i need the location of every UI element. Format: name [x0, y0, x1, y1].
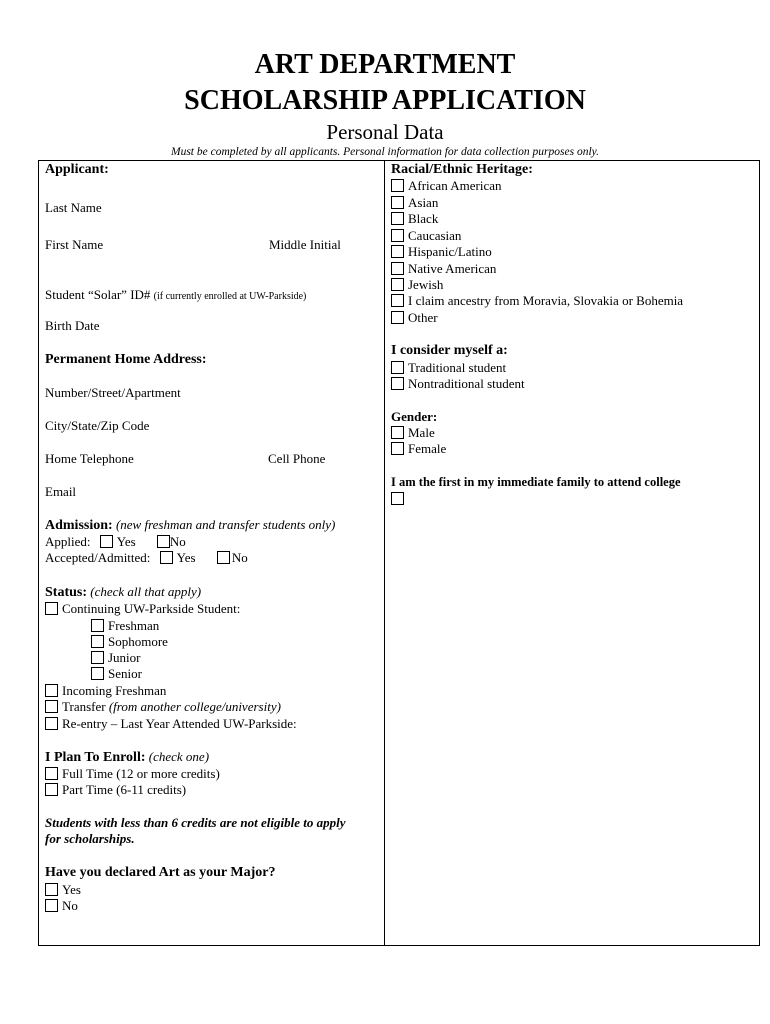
- nontraditional-label: Nontraditional student: [408, 376, 525, 391]
- student-id-note: (if currently enrolled at UW-Parkside): [153, 291, 307, 302]
- heritage-label: Hispanic/Latino: [408, 244, 492, 259]
- freshman-checkbox[interactable]: [91, 619, 104, 632]
- accepted-no-checkbox[interactable]: [217, 551, 230, 564]
- junior-checkbox[interactable]: [91, 651, 104, 664]
- status-reentry: [45, 716, 297, 732]
- heritage-checkbox[interactable]: [391, 262, 404, 275]
- transfer-note: (from another college/university): [108, 699, 281, 714]
- part-time-label: Part Time (6-11 credits): [62, 782, 187, 797]
- status-heading: Status:: [45, 585, 88, 600]
- home-phone-label: Home Telephone: [45, 451, 134, 466]
- title-line-2: SCHOLARSHIP APPLICATION: [184, 85, 586, 116]
- heritage-checkbox[interactable]: [391, 311, 404, 324]
- title-line-1: ART DEPARTMENT: [254, 49, 516, 80]
- female-option: [391, 441, 446, 457]
- first-gen-checkbox[interactable]: [391, 492, 404, 505]
- major-no-checkbox[interactable]: [45, 899, 58, 912]
- traditional-label: Traditional student: [408, 360, 507, 375]
- status-note: (check all that apply): [90, 584, 202, 599]
- heritage-option: [391, 211, 438, 227]
- enroll-part-time: [45, 782, 186, 798]
- heritage-label: I claim ancestry from Moravia, Slovakia or Bohemia: [408, 293, 684, 308]
- applied-no-checkbox[interactable]: [157, 535, 170, 548]
- admission-note: (new freshman and transfer students only): [115, 517, 336, 532]
- column-divider: [384, 160, 385, 946]
- senior-label: Senior: [108, 666, 142, 681]
- accepted-no-label: No: [231, 550, 248, 565]
- status-continuing: [45, 601, 240, 617]
- applied-row: [45, 534, 186, 550]
- email-label: Email: [45, 484, 77, 499]
- first-name-label: First Name: [45, 237, 104, 252]
- collection-note: Must be completed by all applicants. Personal information for data collection purposes only.: [170, 146, 599, 158]
- heritage-option: [391, 244, 492, 260]
- admission-heading: Admission:: [45, 518, 113, 533]
- female-checkbox[interactable]: [391, 442, 404, 455]
- eligibility-warning-line-2: for scholarships.: [45, 831, 135, 846]
- accepted-label: Accepted/Admitted:: [45, 550, 151, 565]
- major-yes-checkbox[interactable]: [45, 883, 58, 896]
- accepted-row: [45, 550, 248, 566]
- applied-yes-label: Yes: [116, 534, 136, 549]
- consider-heading: I consider myself a:: [391, 343, 508, 358]
- heritage-option: [391, 277, 443, 293]
- status-incoming: [45, 683, 166, 699]
- traditional-checkbox[interactable]: [391, 361, 404, 374]
- heritage-label: Other: [408, 309, 438, 325]
- heritage-checkbox[interactable]: [391, 245, 404, 258]
- heritage-label: Native American: [408, 260, 497, 276]
- last-name-label: Last Name: [45, 200, 102, 215]
- part-time-checkbox[interactable]: [45, 783, 58, 796]
- heritage-label: Caucasian: [408, 227, 462, 243]
- enroll-heading: I Plan To Enroll:: [45, 750, 146, 765]
- cell-phone-label: Cell Phone: [268, 451, 326, 466]
- enroll-note: (check one): [148, 749, 210, 764]
- status-junior: [91, 650, 141, 666]
- street-label: Number/Street/Apartment: [45, 385, 181, 400]
- heritage-label: Jewish: [408, 277, 444, 292]
- reentry-label: Re-entry – Last Year Attended UW-Parkside:: [62, 716, 297, 731]
- status-sophomore: [91, 634, 168, 650]
- student-id-text: Student “Solar” ID#: [45, 287, 151, 302]
- full-time-checkbox[interactable]: [45, 767, 58, 780]
- freshman-label: Freshman: [108, 618, 160, 633]
- heritage-option: [391, 178, 501, 194]
- heritage-label: African American: [408, 178, 502, 193]
- birth-date-label: Birth Date: [45, 318, 100, 333]
- address-heading: Permanent Home Address:: [45, 352, 207, 367]
- heritage-option: [391, 195, 438, 211]
- status-senior: [91, 666, 142, 682]
- heritage-label: Black: [408, 211, 439, 226]
- major-yes-label: Yes: [62, 882, 81, 897]
- incoming-checkbox[interactable]: [45, 684, 58, 697]
- nontraditional-option: [391, 376, 525, 392]
- accepted-yes-label: Yes: [176, 550, 196, 565]
- major-question: Have you declared Art as your Major?: [45, 865, 276, 880]
- applied-yes-checkbox[interactable]: [100, 535, 113, 548]
- status-row: [45, 584, 201, 601]
- student-id-label: [45, 287, 306, 305]
- major-no-label: No: [62, 898, 78, 913]
- reentry-checkbox[interactable]: [45, 717, 58, 730]
- nontraditional-checkbox[interactable]: [391, 377, 404, 390]
- major-no: [45, 898, 78, 914]
- female-label: Female: [408, 441, 447, 456]
- male-checkbox[interactable]: [391, 426, 404, 439]
- accepted-yes-checkbox[interactable]: [160, 551, 173, 564]
- sophomore-checkbox[interactable]: [91, 635, 104, 648]
- male-label: Male: [408, 425, 435, 440]
- heritage-option: [391, 310, 438, 326]
- admission-row: [45, 517, 335, 534]
- first-gen-option: [391, 491, 408, 507]
- full-time-label: Full Time (12 or more credits): [62, 766, 220, 781]
- heritage-checkbox[interactable]: [391, 278, 404, 291]
- junior-label: Junior: [108, 650, 141, 665]
- heritage-heading: Racial/Ethnic Heritage:: [391, 162, 533, 177]
- applied-no-label: No: [169, 534, 186, 549]
- heritage-checkbox[interactable]: [391, 229, 404, 242]
- male-option: [391, 425, 435, 441]
- status-freshman: [91, 618, 159, 634]
- applicant-heading: Applicant:: [45, 162, 109, 177]
- sophomore-label: Sophomore: [108, 634, 168, 649]
- first-gen-question: I am the first in my immediate family to attend college: [391, 475, 681, 489]
- middle-initial-label: Middle Initial: [269, 237, 341, 252]
- heritage-option: [391, 261, 496, 277]
- heritage-checkbox[interactable]: [391, 294, 404, 307]
- gender-heading: Gender:: [391, 409, 438, 424]
- traditional-option: [391, 360, 506, 376]
- status-transfer: [45, 699, 281, 715]
- continuing-checkbox[interactable]: [45, 602, 58, 615]
- enroll-row: [45, 749, 209, 766]
- applied-label: Applied:: [45, 534, 91, 549]
- transfer-checkbox[interactable]: [45, 700, 58, 713]
- heritage-checkbox[interactable]: [391, 196, 404, 209]
- continuing-label: Continuing UW-Parkside Student:: [62, 601, 241, 616]
- major-yes: [45, 882, 81, 898]
- heritage-label: Asian: [408, 194, 439, 210]
- heritage-checkbox[interactable]: [391, 179, 404, 192]
- senior-checkbox[interactable]: [91, 667, 104, 680]
- heritage-option: [391, 228, 461, 244]
- eligibility-warning-line-1: Students with less than 6 credits are not eligible to apply: [45, 815, 346, 830]
- incoming-label: Incoming Freshman: [62, 683, 167, 698]
- enroll-full-time: [45, 766, 220, 782]
- heritage-checkbox[interactable]: [391, 212, 404, 225]
- city-label: City/State/Zip Code: [45, 418, 150, 433]
- subtitle: Personal Data: [326, 120, 444, 144]
- heritage-option: [391, 293, 683, 309]
- transfer-label: Transfer: [62, 699, 106, 714]
